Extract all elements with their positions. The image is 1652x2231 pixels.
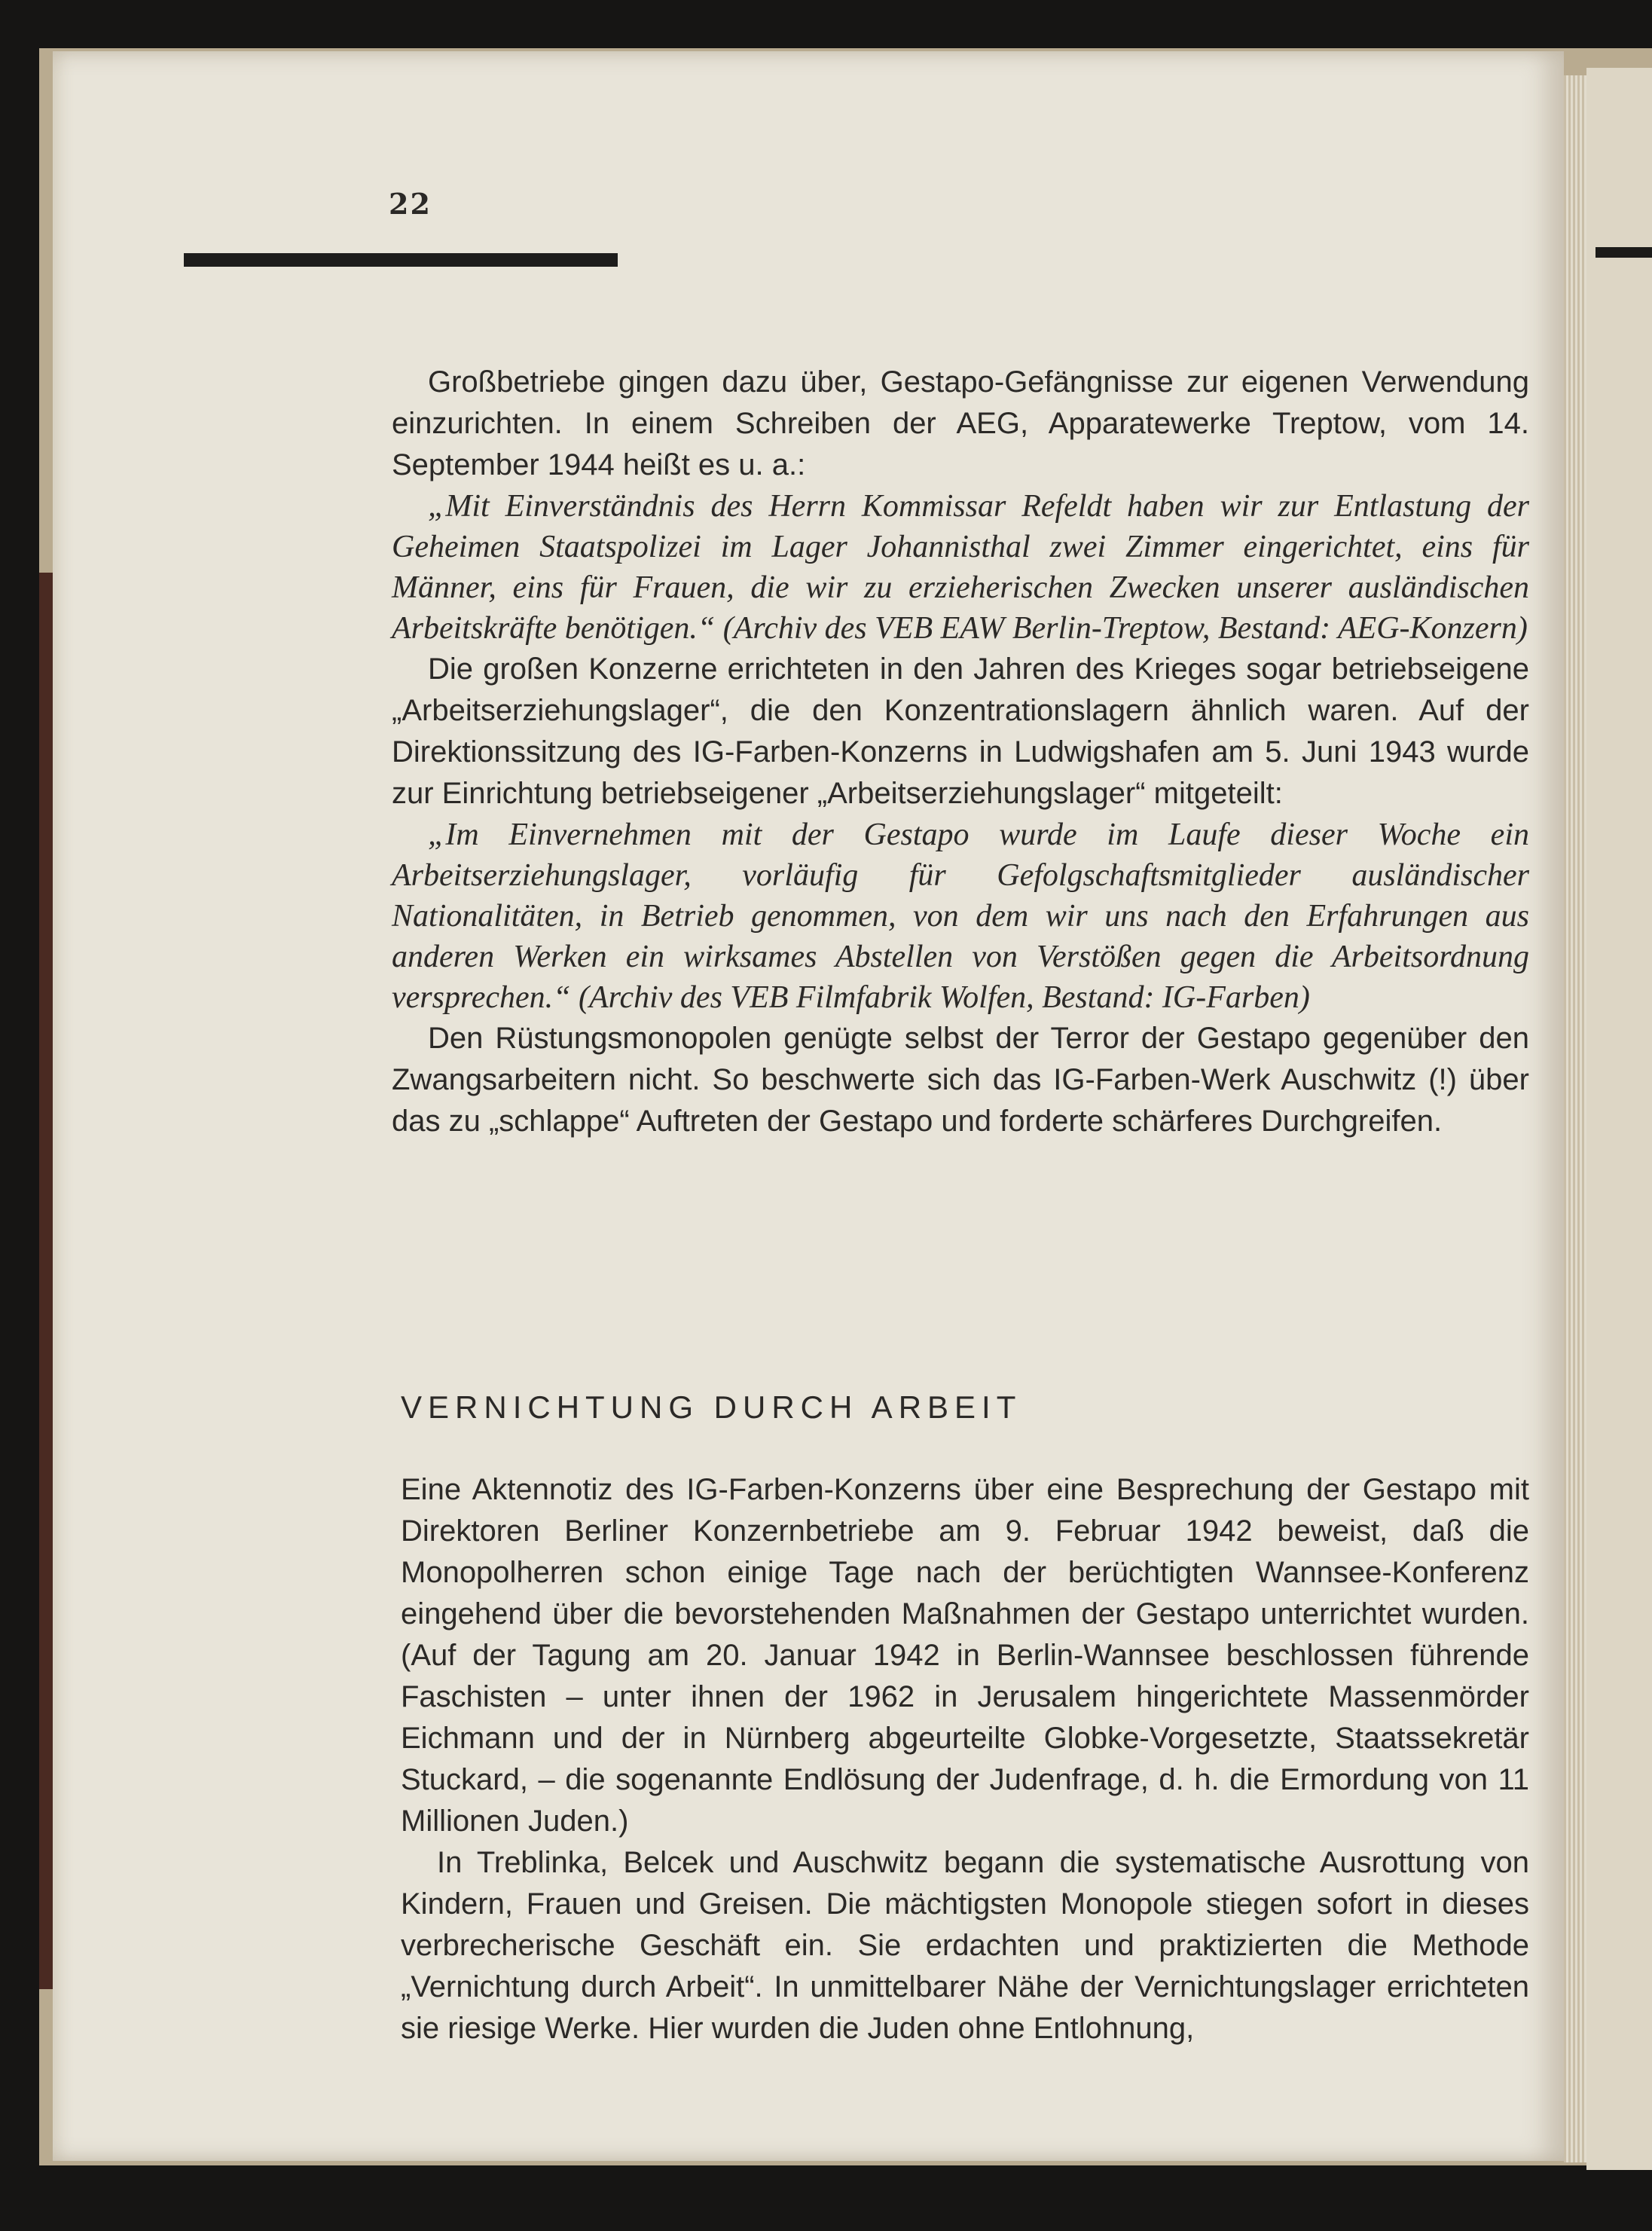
adjacent-page-rule [1596, 247, 1652, 258]
paragraph: Eine Aktennotiz des IG-Farben-Konzerns über eine Besprechung der Gestapo mit Direktoren Berliner Konzernbetriebe am 9. Februar 1942 beweist, daß die Monopolherren schon einige Tage nach der berüchtigten Wannsee-Konferenz eingehend über die bevorstehenden Maßnahmen der Gestapo unterrichtet wurden. (Auf der Tagung am 20. Januar 1942 in Berlin-Wannsee beschlossen führende Faschisten – unter ihnen der 1962 in Jerusalem hingerichtete Massenmörder Eichmann und der in Nürnberg abgeurteilte Globke-Vorgesetzte, Staatssekretär Stuckard, – die sogenannte Endlösung der Judenfrage, d. h. die Ermordung von 11 Millionen Juden.) [401, 1473, 1529, 1838]
quotation: „Im Einvernehmen mit der Gestapo wurde im Laufe dieser Woche ein Arbeitserziehungslager, vorläufig für Gefolgschaftsmitglieder ausländischer Nationalitäten, in Betrieb genommen, von dem wir uns nach den Erfahrungen aus anderen Werken ein wirksames Abstellen von Verstößen gegen die Arbeitsordnung versprechen.“ (Archiv des VEB Filmfabrik Wolfen, Bestand: IG-Farben) [392, 818, 1529, 1015]
page-number: 22 [389, 187, 432, 221]
paragraph: In Treblinka, Belcek und Auschwitz begann die systematische Ausrottung von Kindern, Frauen und Greisen. Die mächtigsten Monopole stiegen sofort in dieses verbrecherische Geschäft ein. Sie erdachten und praktizierten die Methode „Vernichtung durch Arbeit“. In unmittelbarer Nähe der Vernichtungslager errichteten sie riesige Werke. Hier wurden die Juden ohne Entlohnung, [401, 1846, 1529, 2045]
section-heading: VERNICHTUNG DURCH ARBEIT [401, 1389, 1022, 1425]
adjacent-page [1586, 68, 1652, 2170]
paragraph: Großbetriebe gingen dazu über, Gestapo-Gefängnisse zur eigenen Verwendung einzurichten. In einem Schreiben der AEG, Apparatewerke Treptow, vom 14. September 1944 heißt es u. a.: [392, 365, 1529, 481]
quotation: „Mit Einverständnis des Herrn Kommissar Refeldt haben wir zur Entlastung der Geheimen Staatspolizei im Lager Johannisthal zwei Zimmer eingerichtet, eins für Männer, eins für Frauen, die wir zu erzieherischen Zwecken unserer ausländischen Arbeitskräfte benötigen.“ (Archiv des VEB EAW Berlin-Treptow, Bestand: AEG-Konzern) [392, 489, 1529, 646]
header-rule [184, 253, 618, 267]
book-spine [39, 573, 54, 1989]
paragraph: Den Rüstungsmonopolen genügte selbst der Terror der Gestapo gegenüber den Zwangsarbeitern nicht. So beschwerte sich das IG-Farben-Werk Auschwitz (!) über das zu „schlappe“ Auftreten der Gestapo und forderte schärferes Durchgreifen. [392, 1022, 1529, 1138]
section-2-body [401, 1469, 1529, 2049]
page-edges [1564, 75, 1586, 2162]
paragraph: Die großen Konzerne errichteten in den Jahren des Krieges sogar betriebseigene „Arbeitserziehungslager“, die den Konzentrationslagern ähnlich waren. Auf der Direktionssitzung des IG-Farben-Konzerns in Ludwigshafen am 5. Juni 1943 wurde zur Einrichtung betriebseigener „Arbeitserziehungslager“ mitgeteilt: [392, 652, 1529, 810]
section-1-body [392, 362, 1529, 1142]
